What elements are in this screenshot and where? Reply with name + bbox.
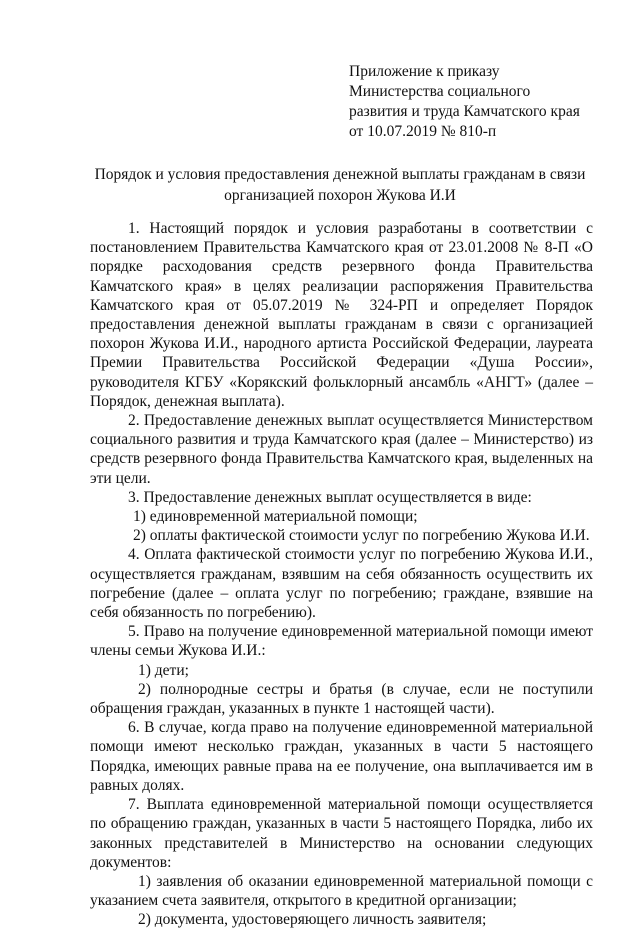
appendix-line: Приложение к приказу [349, 63, 500, 80]
title-line: организацией похорон Жукова И.И [224, 187, 456, 204]
appendix-line: Министерства социального [349, 83, 531, 100]
document-body [90, 219, 593, 930]
paragraph-3-item-1: 1) единовременной материальной помощи; [133, 508, 418, 526]
paragraph-7-item-2: 2) документа, удостоверяющего личность заявителя; [138, 911, 487, 929]
appendix-header [349, 62, 619, 142]
document-title [90, 164, 590, 206]
paragraph-3-item-2: 2) оплаты фактической стоимости услуг по погребению Жукова И.И. [133, 527, 590, 545]
paragraph-2: 2. Предоставление денежных выплат осуществляется Министерством социального развития и труда Камчатского края (далее – Министерство) из средств резервного фонда Правительства Камчатского края, выделенных на эти цели. [90, 412, 593, 487]
appendix-line: развития и труда Камчатского края [349, 103, 580, 120]
paragraph-1: 1. Настоящий порядок и условия разработаны в соответствии с постановлением Правительства Камчатского края от 23.01.2008 № 8-П «О порядке расходования средств резервного фонда Правительства Камчатского края» в целях реализации распоряжения Правительства Камчатского края от 05.07.2019 № 324-РП и определяет Порядок предоставления денежной выплаты гражданам в связи с организацией похорон Жукова И.И., народного артиста Российской Федерации, лауреата Премии Правительства Российской Федерации «Душа России», руководителя КГБУ «Корякский фольклорный ансамбль «АНГТ» (далее – Порядок, денежная выплата). [90, 220, 593, 410]
title-line: Порядок и условия предоставления денежной выплаты гражданам в связи [94, 166, 586, 183]
paragraph-4: 4. Оплата фактической стоимости услуг по погребению Жукова И.И., осуществляется гражданам, взявшим на себя обязанность осуществить их погребение (далее – оплата услуг по погребению; граждане, взявшие на себя обязанность по погребению). [90, 546, 593, 622]
paragraph-5-item-1: 1) дети; [138, 661, 189, 679]
paragraph-5: 5. Право на получение единовременной материальной помощи имеют члены семьи Жукова И.И.: [90, 623, 593, 660]
paragraph-6: 6. В случае, когда право на получение единовременной материальной помощи имеют несколько граждан, указанных в части 5 настоящего Порядка, имеющих равные права на ее получение, она выплачивается им в равных долях. [90, 719, 593, 794]
appendix-line: от 10.07.2019 № 810-п [349, 123, 497, 140]
paragraph-3: 3. Предоставление денежных выплат осуществляется в виде: [128, 488, 532, 506]
paragraph-7-item-1: 1) заявления об оказании единовременной материальной помощи с указанием счета заявителя, открытого в кредитной организации; [90, 872, 593, 910]
paragraph-5-item-2: 2) полнородные сестры и братья (в случае, если не поступили обращения граждан, указанных в пункте 1 настоящей части). [90, 680, 593, 718]
paragraph-7: 7. Выплата единовременной материальной помощи осуществляется по обращению граждан, указанных в части 5 настоящего Порядка, либо их законных представителей в Министерство на основании следующих документов: [90, 796, 593, 871]
